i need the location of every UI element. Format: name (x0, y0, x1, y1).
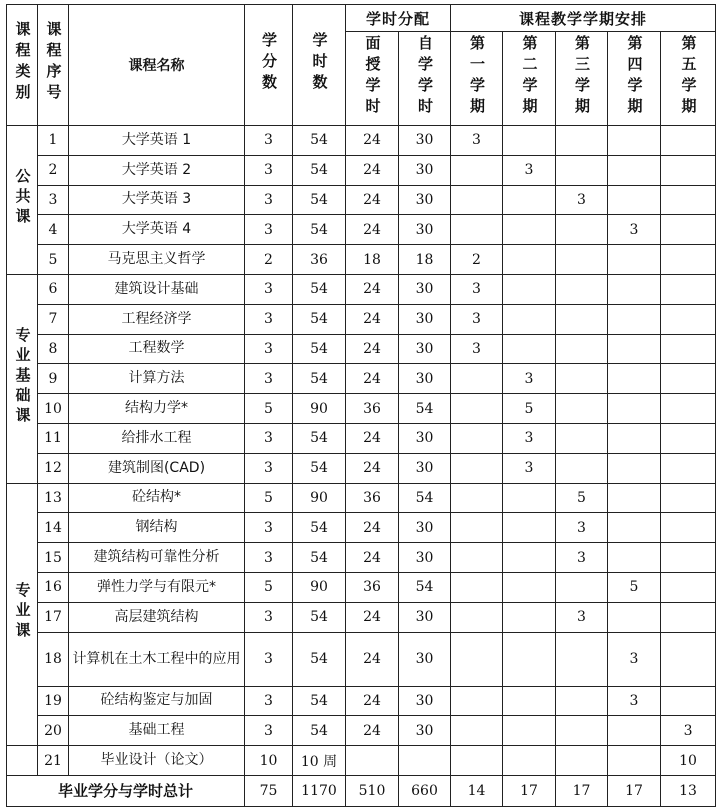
semester-4-cell: 5 (608, 572, 661, 602)
semester-1-cell (451, 543, 503, 573)
lecture-hours-cell: 24 (346, 155, 399, 185)
semester-4-cell: 3 (608, 686, 661, 716)
total-lecture-hours: 510 (346, 775, 399, 806)
semester-4-cell (608, 155, 661, 185)
course-name-cell: 工程数学 (69, 334, 245, 364)
semester-1-cell (451, 632, 503, 686)
credits-cell: 3 (245, 716, 293, 746)
course-name-cell: 基础工程 (69, 716, 245, 746)
self-study-hours-cell: 30 (399, 423, 451, 453)
semester-1-cell: 3 (451, 334, 503, 364)
semester-5-cell: 10 (661, 746, 716, 776)
lecture-hours-cell: 24 (346, 602, 399, 632)
self-study-hours-cell: 30 (399, 543, 451, 573)
credits-cell: 3 (245, 453, 293, 483)
semester-3-cell: 3 (556, 513, 608, 543)
semester-4-cell (608, 513, 661, 543)
semester-5-cell (661, 274, 716, 304)
semester-5-cell (661, 572, 716, 602)
semester-5-cell (661, 334, 716, 364)
seq-cell: 7 (38, 304, 69, 334)
semester-5-cell (661, 513, 716, 543)
semester-1-cell (451, 746, 503, 776)
semester-3-cell (556, 364, 608, 394)
semester-2-cell (503, 334, 556, 364)
semester-3-cell: 5 (556, 483, 608, 513)
self-study-hours-cell: 30 (399, 716, 451, 746)
credits-cell: 3 (245, 334, 293, 364)
lecture-hours-cell: 36 (346, 572, 399, 602)
semester-2-cell (503, 716, 556, 746)
table-row (7, 572, 716, 602)
semester-3-cell (556, 572, 608, 602)
hours-cell: 54 (293, 334, 346, 364)
lecture-hours-cell: 24 (346, 364, 399, 394)
hours-cell: 54 (293, 513, 346, 543)
seq-cell: 11 (38, 423, 69, 453)
hours-cell: 54 (293, 364, 346, 394)
total-semester-3: 17 (556, 775, 608, 806)
hours-cell: 90 (293, 394, 346, 424)
hours-cell: 54 (293, 274, 346, 304)
course-name-cell: 毕业设计（论文） (69, 746, 245, 776)
lecture-hours-cell: 24 (346, 453, 399, 483)
course-name-cell: 大学英语 2 (69, 155, 245, 185)
lecture-hours-cell: 24 (346, 686, 399, 716)
semester-4-cell: 3 (608, 632, 661, 686)
credits-cell: 3 (245, 155, 293, 185)
table-row (7, 394, 716, 424)
header-semester-4: 第四学期 (608, 32, 661, 126)
seq-cell: 19 (38, 686, 69, 716)
semester-3-cell: 3 (556, 185, 608, 215)
self-study-hours-cell: 30 (399, 602, 451, 632)
semester-5-cell (661, 543, 716, 573)
seq-cell: 13 (38, 483, 69, 513)
semester-2-cell (503, 602, 556, 632)
course-name-cell: 砼结构* (69, 483, 245, 513)
semester-4-cell (608, 423, 661, 453)
hours-cell: 36 (293, 245, 346, 275)
table-row (7, 453, 716, 483)
course-name-cell: 钢结构 (69, 513, 245, 543)
total-label: 毕业学分与学时总计 (7, 775, 245, 806)
semester-4-cell: 3 (608, 215, 661, 245)
curriculum-table (6, 4, 716, 807)
semester-5-cell (661, 245, 716, 275)
total-semester-5: 13 (661, 775, 716, 806)
semester-4-cell (608, 304, 661, 334)
lecture-hours-cell: 36 (346, 394, 399, 424)
self-study-hours-cell: 30 (399, 686, 451, 716)
header-credits: 学分数 (245, 5, 293, 126)
credits-cell: 3 (245, 364, 293, 394)
hours-cell: 54 (293, 185, 346, 215)
semester-1-cell (451, 572, 503, 602)
semester-1-cell: 3 (451, 304, 503, 334)
credits-cell: 3 (245, 686, 293, 716)
semester-1-cell (451, 394, 503, 424)
seq-cell: 21 (38, 746, 69, 776)
table-row (7, 543, 716, 573)
semester-3-cell (556, 274, 608, 304)
semester-1-cell (451, 453, 503, 483)
course-name-cell: 建筑设计基础 (69, 274, 245, 304)
self-study-hours-cell: 30 (399, 185, 451, 215)
seq-cell: 3 (38, 185, 69, 215)
header-semester-5: 第五学期 (661, 32, 716, 126)
table-row (7, 245, 716, 275)
semester-2-cell (503, 126, 556, 156)
seq-cell: 5 (38, 245, 69, 275)
hours-cell: 54 (293, 423, 346, 453)
semester-4-cell (608, 126, 661, 156)
hours-cell: 54 (293, 453, 346, 483)
lecture-hours-cell: 24 (346, 126, 399, 156)
semester-1-cell: 2 (451, 245, 503, 275)
table-row (7, 423, 716, 453)
credits-cell: 5 (245, 483, 293, 513)
hours-cell: 54 (293, 686, 346, 716)
lecture-hours-cell: 24 (346, 304, 399, 334)
table-row (7, 483, 716, 513)
header-semester-schedule: 课程教学学期安排 (451, 5, 716, 32)
semester-3-cell (556, 126, 608, 156)
course-name-cell: 大学英语 3 (69, 185, 245, 215)
semester-1-cell (451, 423, 503, 453)
header-name: 课程名称 (69, 5, 245, 126)
course-name-cell: 计算方法 (69, 364, 245, 394)
header-lecture: 面授学时 (346, 32, 399, 126)
self-study-hours-cell: 54 (399, 394, 451, 424)
credits-cell: 5 (245, 572, 293, 602)
seq-cell: 10 (38, 394, 69, 424)
credits-cell: 3 (245, 423, 293, 453)
total-semester-4: 17 (608, 775, 661, 806)
self-study-hours-cell: 30 (399, 453, 451, 483)
semester-5-cell (661, 602, 716, 632)
semester-4-cell (608, 716, 661, 746)
semester-1-cell (451, 686, 503, 716)
semester-4-cell (608, 543, 661, 573)
category-major: 专业课 (7, 483, 38, 746)
lecture-hours-cell: 36 (346, 483, 399, 513)
semester-3-cell (556, 453, 608, 483)
course-name-cell: 大学英语 4 (69, 215, 245, 245)
semester-3-cell (556, 686, 608, 716)
seq-cell: 15 (38, 543, 69, 573)
lecture-hours-cell: 24 (346, 423, 399, 453)
self-study-hours-cell: 54 (399, 483, 451, 513)
header-semester-3: 第三学期 (556, 32, 608, 126)
semester-1-cell: 3 (451, 274, 503, 304)
table-row (7, 602, 716, 632)
hours-cell: 10 周 (293, 746, 346, 776)
semester-2-cell: 5 (503, 394, 556, 424)
seq-cell: 6 (38, 274, 69, 304)
semester-3-cell (556, 716, 608, 746)
semester-5-cell (661, 686, 716, 716)
semester-5-cell (661, 185, 716, 215)
total-semester-2: 17 (503, 775, 556, 806)
semester-2-cell: 3 (503, 453, 556, 483)
course-name-cell: 高层建筑结构 (69, 602, 245, 632)
semester-5-cell (661, 364, 716, 394)
semester-4-cell (608, 453, 661, 483)
semester-3-cell: 3 (556, 543, 608, 573)
credits-cell: 3 (245, 632, 293, 686)
semester-4-cell (608, 245, 661, 275)
header-self-study: 自学学时 (399, 32, 451, 126)
semester-3-cell (556, 746, 608, 776)
semester-5-cell (661, 304, 716, 334)
header-category: 课程类别 (7, 5, 38, 126)
seq-cell: 14 (38, 513, 69, 543)
header-seq: 课程序号 (38, 5, 69, 126)
seq-cell: 16 (38, 572, 69, 602)
semester-1-cell (451, 716, 503, 746)
semester-4-cell (608, 746, 661, 776)
credits-cell: 3 (245, 126, 293, 156)
self-study-hours-cell: 30 (399, 304, 451, 334)
credits-cell: 5 (245, 394, 293, 424)
semester-2-cell: 3 (503, 423, 556, 453)
course-name-cell: 建筑制图(CAD) (69, 453, 245, 483)
self-study-hours-cell: 30 (399, 364, 451, 394)
category-empty (7, 746, 38, 776)
lecture-hours-cell: 24 (346, 334, 399, 364)
semester-4-cell (608, 185, 661, 215)
seq-cell: 18 (38, 632, 69, 686)
course-name-cell: 建筑结构可靠性分析 (69, 543, 245, 573)
course-name-cell: 结构力学* (69, 394, 245, 424)
semester-1-cell: 3 (451, 126, 503, 156)
semester-5-cell (661, 483, 716, 513)
total-semester-1: 14 (451, 775, 503, 806)
seq-cell: 9 (38, 364, 69, 394)
semester-5-cell (661, 394, 716, 424)
lecture-hours-cell (346, 746, 399, 776)
semester-5-cell: 3 (661, 716, 716, 746)
semester-2-cell (503, 686, 556, 716)
semester-4-cell (608, 483, 661, 513)
course-name-cell: 给排水工程 (69, 423, 245, 453)
semester-1-cell (451, 215, 503, 245)
semester-2-cell (503, 543, 556, 573)
semester-2-cell: 3 (503, 364, 556, 394)
semester-2-cell (503, 245, 556, 275)
course-name-cell: 计算机在土木工程中的应用 (69, 632, 245, 686)
course-name-cell: 大学英语 1 (69, 126, 245, 156)
semester-1-cell (451, 513, 503, 543)
semester-2-cell (503, 572, 556, 602)
semester-1-cell (451, 185, 503, 215)
semester-1-cell (451, 155, 503, 185)
semester-3-cell (556, 215, 608, 245)
lecture-hours-cell: 24 (346, 543, 399, 573)
seq-cell: 8 (38, 334, 69, 364)
semester-4-cell (608, 394, 661, 424)
table-row (7, 215, 716, 245)
self-study-hours-cell: 30 (399, 274, 451, 304)
credits-cell: 3 (245, 274, 293, 304)
total-credits: 75 (245, 775, 293, 806)
lecture-hours-cell: 24 (346, 274, 399, 304)
semester-3-cell (556, 394, 608, 424)
credits-cell: 10 (245, 746, 293, 776)
course-name-cell: 弹性力学与有限元* (69, 572, 245, 602)
lecture-hours-cell: 24 (346, 632, 399, 686)
semester-3-cell (556, 423, 608, 453)
credits-cell: 3 (245, 185, 293, 215)
total-self-study-hours: 660 (399, 775, 451, 806)
self-study-hours-cell: 18 (399, 245, 451, 275)
semester-4-cell (608, 274, 661, 304)
header-semester-2: 第二学期 (503, 32, 556, 126)
course-name-cell: 工程经济学 (69, 304, 245, 334)
semester-2-cell: 3 (503, 155, 556, 185)
semester-5-cell (661, 126, 716, 156)
seq-cell: 2 (38, 155, 69, 185)
semester-3-cell (556, 304, 608, 334)
semester-3-cell (556, 155, 608, 185)
semester-4-cell (608, 602, 661, 632)
semester-2-cell (503, 274, 556, 304)
table-row (7, 274, 716, 304)
self-study-hours-cell: 54 (399, 572, 451, 602)
credits-cell: 3 (245, 304, 293, 334)
table-row (7, 304, 716, 334)
semester-3-cell: 3 (556, 602, 608, 632)
header-hour-distribution: 学时分配 (346, 5, 451, 32)
table-row (7, 364, 716, 394)
lecture-hours-cell: 18 (346, 245, 399, 275)
credits-cell: 2 (245, 245, 293, 275)
self-study-hours-cell: 30 (399, 155, 451, 185)
self-study-hours-cell: 30 (399, 334, 451, 364)
self-study-hours-cell: 30 (399, 215, 451, 245)
credits-cell: 3 (245, 543, 293, 573)
hours-cell: 54 (293, 602, 346, 632)
total-hours: 1170 (293, 775, 346, 806)
credits-cell: 3 (245, 602, 293, 632)
semester-2-cell (503, 746, 556, 776)
category-foundation: 专业基础课 (7, 274, 38, 483)
semester-2-cell (503, 215, 556, 245)
table-row (7, 716, 716, 746)
hours-cell: 54 (293, 632, 346, 686)
seq-cell: 12 (38, 453, 69, 483)
self-study-hours-cell: 30 (399, 126, 451, 156)
semester-5-cell (661, 423, 716, 453)
lecture-hours-cell: 24 (346, 716, 399, 746)
self-study-hours-cell: 30 (399, 513, 451, 543)
hours-cell: 54 (293, 215, 346, 245)
course-name-cell: 马克思主义哲学 (69, 245, 245, 275)
hours-cell: 90 (293, 483, 346, 513)
hours-cell: 54 (293, 716, 346, 746)
table-row (7, 632, 716, 686)
table-row (7, 155, 716, 185)
table-row (7, 746, 716, 776)
semester-5-cell (661, 155, 716, 185)
hours-cell: 54 (293, 155, 346, 185)
hours-cell: 54 (293, 304, 346, 334)
seq-cell: 4 (38, 215, 69, 245)
semester-1-cell (451, 364, 503, 394)
semester-4-cell (608, 364, 661, 394)
semester-1-cell (451, 602, 503, 632)
semester-2-cell (503, 483, 556, 513)
self-study-hours-cell (399, 746, 451, 776)
hours-cell: 90 (293, 572, 346, 602)
table-row (7, 513, 716, 543)
header-hours: 学时数 (293, 5, 346, 126)
semester-3-cell (556, 245, 608, 275)
header-semester-1: 第一学期 (451, 32, 503, 126)
table-row (7, 185, 716, 215)
semester-5-cell (661, 215, 716, 245)
semester-5-cell (661, 453, 716, 483)
category-public: 公共课 (7, 126, 38, 275)
hours-cell: 54 (293, 126, 346, 156)
semester-1-cell (451, 483, 503, 513)
credits-cell: 3 (245, 215, 293, 245)
table-row (7, 334, 716, 364)
semester-5-cell (661, 632, 716, 686)
semester-3-cell (556, 334, 608, 364)
seq-cell: 17 (38, 602, 69, 632)
semester-3-cell (556, 632, 608, 686)
table-row (7, 686, 716, 716)
course-name-cell: 砼结构鉴定与加固 (69, 686, 245, 716)
lecture-hours-cell: 24 (346, 185, 399, 215)
semester-2-cell (503, 185, 556, 215)
table-row (7, 126, 716, 156)
semester-2-cell (503, 304, 556, 334)
credits-cell: 3 (245, 513, 293, 543)
seq-cell: 1 (38, 126, 69, 156)
semester-2-cell (503, 632, 556, 686)
seq-cell: 20 (38, 716, 69, 746)
self-study-hours-cell: 30 (399, 632, 451, 686)
semester-2-cell (503, 513, 556, 543)
lecture-hours-cell: 24 (346, 215, 399, 245)
lecture-hours-cell: 24 (346, 513, 399, 543)
semester-4-cell (608, 334, 661, 364)
hours-cell: 54 (293, 543, 346, 573)
